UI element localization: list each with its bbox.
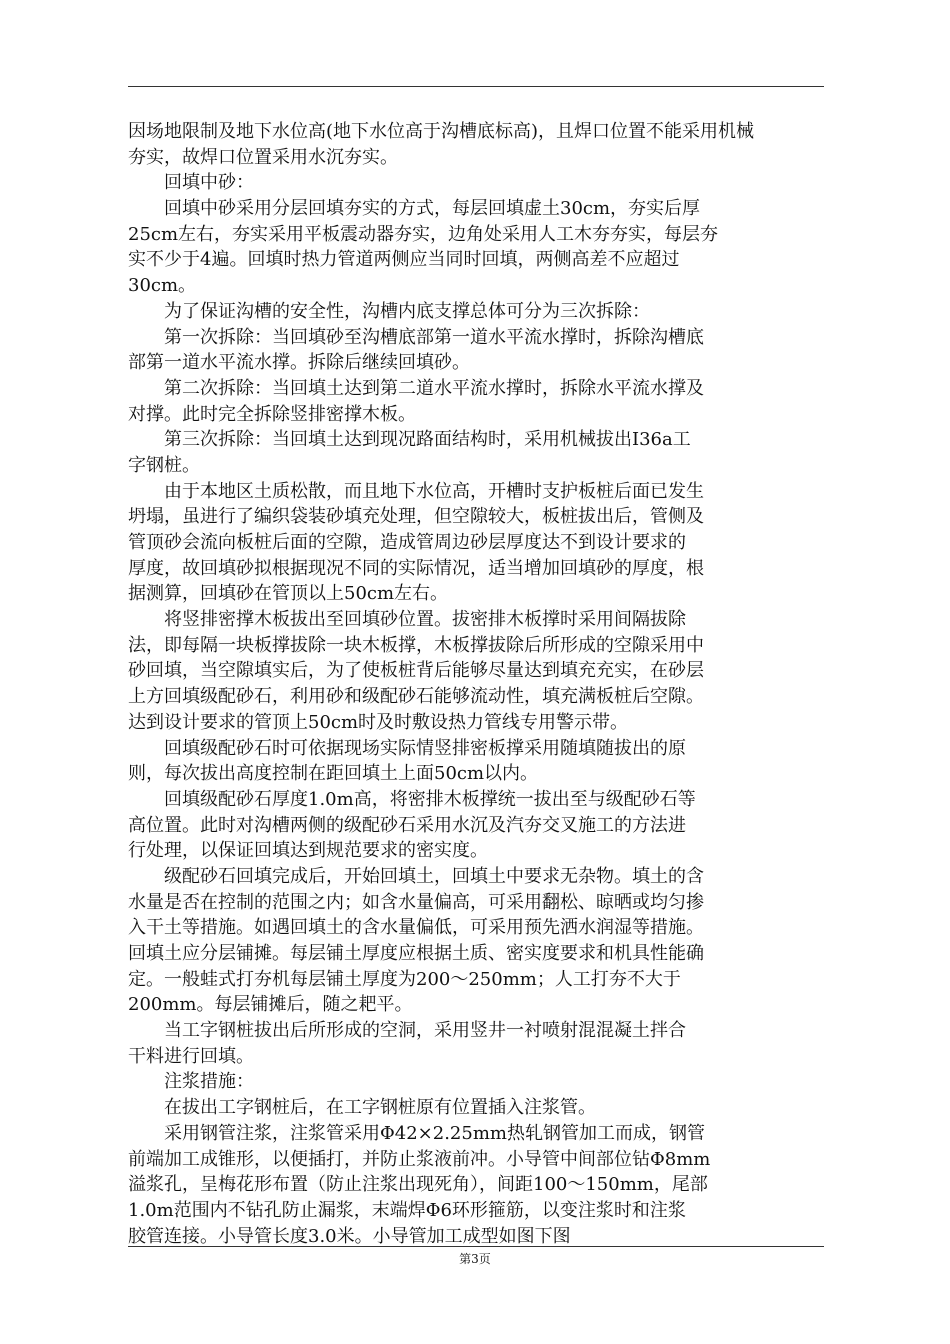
text-line: 回填级配砂石时可依据现场实际情竖排密板撑采用随填随拔出的原 [128,737,686,759]
text-line: 回填土应分层铺摊。每层铺土厚度应根据土质、密实度要求和机具性能确 [128,943,704,964]
text-line: 回填中砂： [128,172,254,194]
text-line: 为了保证沟槽的安全性，沟槽内底支撑总体可分为三次拆除： [128,300,650,322]
text-line: 回填中砂采用分层回填夯实的方式，每层回填虚土30cm，夯实后厚 [128,198,701,220]
text-line: 在拔出工字钢桩后，在工字钢桩原有位置插入注浆管。 [128,1097,596,1119]
text-line: 砂回填，当空隙填实后，为了使板桩背后能够尽量达到填充充实，在砂层 [128,660,704,682]
text-line: 200mm。每层铺摊后，随之耙平。 [128,994,413,1016]
text-line: 第二次拆除：当回填土达到第二道水平流水撑时，拆除水平流水撑及 [128,377,704,399]
text-line: 胶管连接。小导管长度3.0米。小导管加工成型如图下图 [128,1225,571,1247]
text-line: 上方回填级配砂石，利用砂和级配砂石能够流动性，填充满板桩后空隙。 [128,686,704,708]
text-line: 25cm左右，夯实采用平板震动器夯实，边角处采用人工木夯夯实，每层夯 [128,223,719,245]
header-rule [128,86,824,87]
text-line: 将竖排密撑木板拔出至回填砂位置。拔密排木板撑时采用间隔拔除 [128,609,686,631]
text-line: 溢浆孔，呈梅花形布置（防止注浆出现死角），间距100～150mm，尾部 [128,1174,708,1196]
text-line: 部第一道水平流水撑。拆除后继续回填砂。 [128,352,470,374]
text-line: 据测算，回填砂在管顶以上50cm左右。 [128,583,449,605]
text-line: 由于本地区土质松散，而且地下水位高，开槽时支护板桩后面已发生 [128,480,704,502]
text-line: 30cm。 [128,275,197,297]
text-line: 定。一般蛙式打夯机每层铺土厚度为200～250mm；人工打夯不大于 [128,968,681,990]
text-line: 行处理，以保证回填达到规范要求的密实度。 [128,840,488,862]
text-line: 高位置。此时对沟槽两侧的级配砂石采用水沉及汽夯交叉施工的方法进 [128,814,686,836]
text-line: 则，每次拔出高度控制在距回填土上面50cm以内。 [128,763,539,785]
text-line: 回填级配砂石厚度1.0m高，将密排木板撑统一拔出至与级配砂石等 [128,788,696,810]
text-line: 采用钢管注浆，注浆管采用Φ42×2.25mm热轧钢管加工而成，钢管 [128,1122,705,1144]
text-line: 坍塌，虽进行了编织袋装砂填充处理，但空隙较大，板桩拔出后，管侧及 [128,506,704,528]
text-line: 干料进行回填。 [128,1045,254,1067]
text-line: 前端加工成锥形，以便插打，并防止浆液前冲。小导管中间部位钻Φ8mm [128,1148,711,1170]
text-line: 厚度，故回填砂拟根据现况不同的实际情况，适当增加回填砂的厚度，根 [128,557,704,579]
text-line: 级配砂石回填完成后，开始回填土，回填土中要求无杂物。填土的含 [128,865,704,887]
text-line: 第三次拆除：当回填土达到现况路面结构时，采用机械拔出I36a工 [128,429,691,451]
text-line: 字钢桩。 [128,454,200,476]
text-line: 实不少于4遍。回填时热力管道两侧应当同时回填，两侧高差不应超过 [128,249,680,271]
text-line: 对撑。此时完全拆除竖排密撑木板。 [128,403,416,425]
text-line: 因场地限制及地下水位高(地下水位高于沟槽底标高)，且焊口位置不能采用机械 [128,121,755,142]
text-line: 法，即每隔一块板撑拔除一块木板撑，木板撑拔除后所形成的空隙采用中 [128,634,704,656]
footer-rule [128,1246,824,1247]
text-line: 达到设计要求的管顶上50cm时及时敷设热力管线专用警示带。 [128,711,629,733]
text-line: 夯实，故焊口位置采用水沉夯实。 [128,146,398,168]
document-body [128,119,828,1249]
page-number: 第3页 [459,1252,491,1266]
text-line: 注浆措施： [128,1071,254,1093]
text-line: 管顶砂会流向板桩后面的空隙，造成管周边砂层厚度达不到设计要求的 [128,532,686,553]
text-line: 入干土等措施。如遇回填土的含水量偏低，可采用预先洒水润湿等措施。 [128,917,704,939]
text-line: 1.0m范围内不钻孔防止漏浆，末端焊Φ6环形箍筋，以变注浆时和注浆 [128,1199,686,1221]
text-line: 水量是否在控制的范围之内；如含水量偏高，可采用翻松、晾晒或均匀掺 [128,891,704,913]
text-line: 当工字钢桩拔出后所形成的空洞，采用竖井一衬喷射混混凝土拌合 [128,1020,686,1042]
text-line: 第一次拆除：当回填砂至沟槽底部第一道水平流水撑时，拆除沟槽底 [128,326,704,348]
